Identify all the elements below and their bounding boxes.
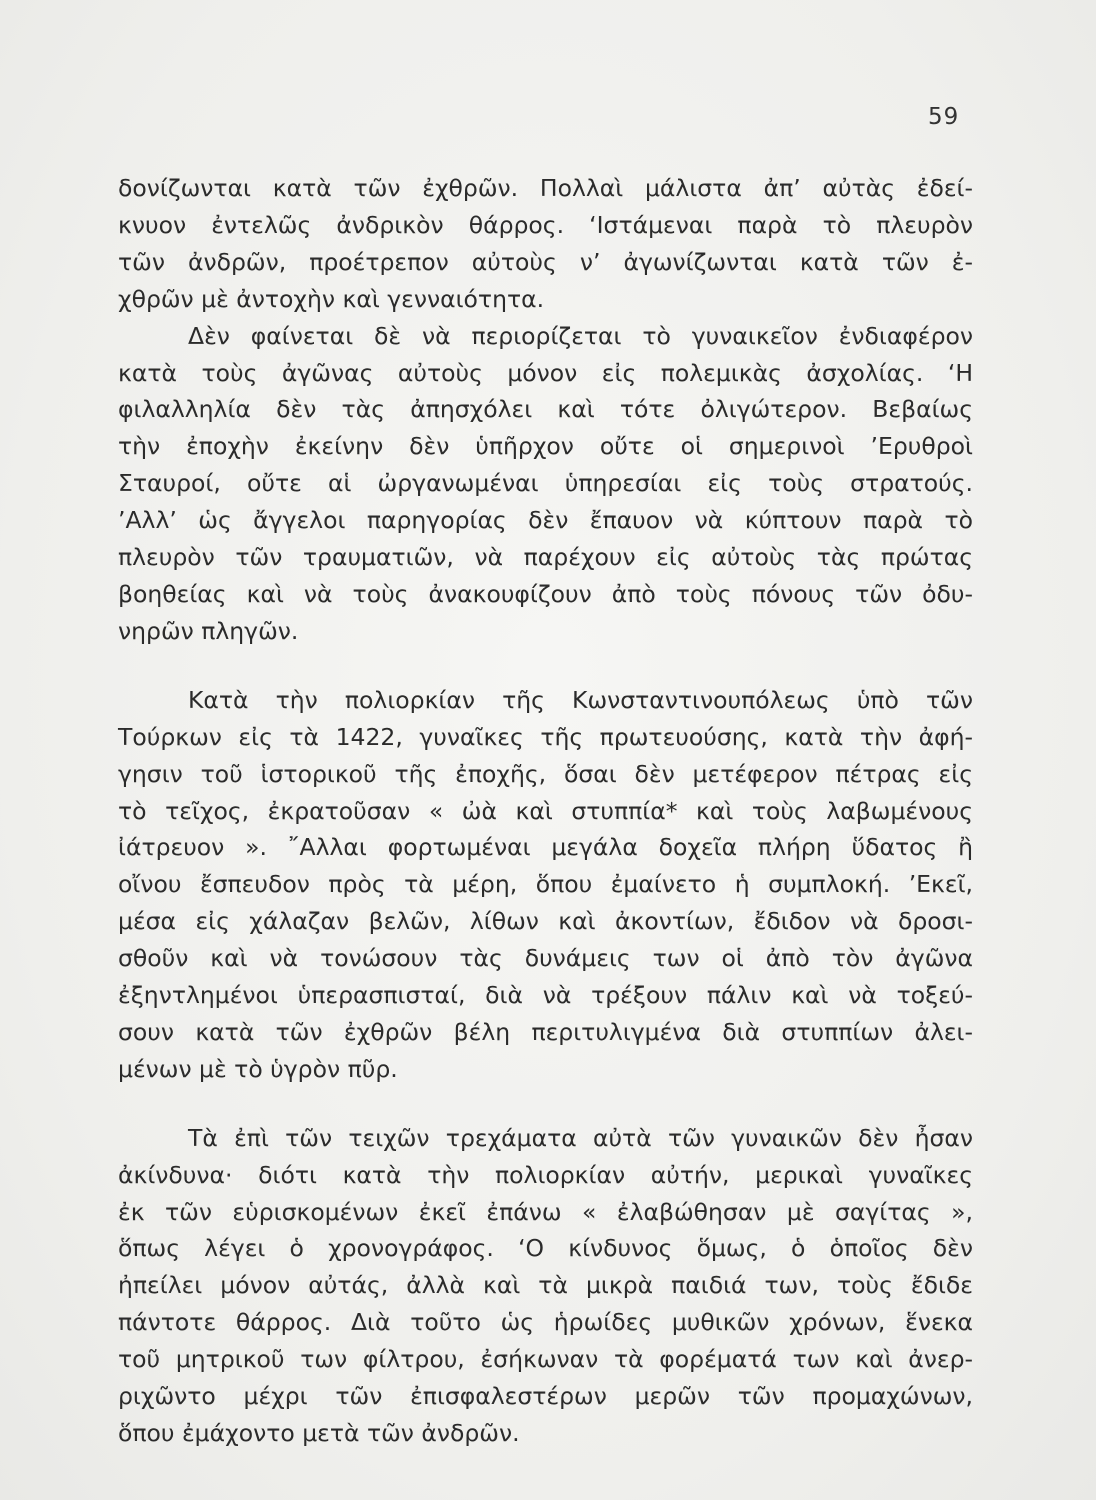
text-line: τὴν ἐποχὴν ἐκείνην δὲν ὑπῆρχον οὔτε οἱ σημερινοὶ ’Ερυθροὶ: [118, 432, 973, 461]
text-line: ἐξηντλημένοι ὑπερασπισταί, διὰ νὰ τρέξουν πάλιν καὶ νὰ τοξεύ-: [118, 981, 973, 1010]
text-line: ἠπείλει μόνον αὐτάς, ἀλλὰ καὶ τὰ μικρὰ παιδιά των, τοὺς ἔδιδε: [118, 1271, 973, 1300]
text-line: τὸ τεῖχος, ἐκρατοῦσαν « ὠὰ καὶ στυππία* καὶ τοὺς λαβωμένους: [118, 796, 973, 825]
text-line: σθοῦν καὶ νὰ τονώσουν τὰς δυνάμεις των οἱ ἀπὸ τὸν ἀγῶνα: [118, 944, 973, 973]
text-line: τοῦ μητρικοῦ των φίλτρου, ἐσήκωναν τὰ φορέματά των καὶ ἀνερ-: [118, 1345, 973, 1374]
text-line: ριχῶντο μέχρι τῶν ἐπισφαλεστέρων μερῶν τῶν προμαχώνων,: [118, 1382, 973, 1411]
text-line: σουν κατὰ τῶν ἐχθρῶν βέλη περιτυλιγμένα διὰ στυππίων ἀλει-: [118, 1017, 973, 1046]
text-line: οἴνου ἔσπευδον πρὸς τὰ μέρη, ὅπου ἐμαίνετο ἡ συμπλοκή. ’Εκεῖ,: [118, 870, 973, 899]
text-line: γησιν τοῦ ἱστορικοῦ τῆς ἐποχῆς, ὅσαι δὲν μετέφερον πέτρας εἰς: [118, 759, 973, 788]
text-line: μένων μὲ τὸ ὑγρὸν πῦρ.: [118, 1054, 398, 1083]
paragraph-3: [118, 682, 973, 1088]
text-line: ἐκ τῶν εὑρισκομένων ἐκεῖ ἐπάνω « ἐλαβώθησαν μὲ σαγίτας »,: [118, 1197, 973, 1226]
text-line: ὅπως λέγει ὁ χρονογράφος. ‘Ο κίνδυνος ὅμως, ὁ ὁποῖος δὲν: [118, 1234, 973, 1263]
text-line: ἰάτρευον ». ῎Αλλαι φορτωμέναι μεγάλα δοχεῖα πλήρη ὕδατος ἢ: [118, 833, 973, 862]
text-line: τῶν ἀνδρῶν, προέτρεπον αὐτοὺς ν’ ἀγωνίζωνται κατὰ τῶν ἐ-: [118, 247, 973, 276]
text-line: μέσα εἰς χάλαζαν βελῶν, λίθων καὶ ἀκοντίων, ἔδιδον νὰ δροσι-: [118, 907, 973, 936]
text-line: ἀκίνδυνα· διότι κατὰ τὴν πολιορκίαν αὐτήν, μερικαὶ γυναῖκες: [118, 1160, 973, 1189]
text-line: νηρῶν πληγῶν.: [118, 616, 299, 645]
paragraph-1: [118, 170, 973, 318]
text-line: δονίζωνται κατὰ τῶν ἐχθρῶν. Πολλαὶ μάλιστα ἀπ’ αὐτὰς ἐδεί-: [118, 174, 973, 202]
paragraph-2: [118, 318, 973, 650]
body-text: [118, 170, 973, 1452]
text-line: Δὲν φαίνεται δὲ νὰ περιορίζεται τὸ γυναικεῖον ἐνδιαφέρον: [188, 321, 973, 350]
text-line: βοηθείας καὶ νὰ τοὺς ἀνακουφίζουν ἀπὸ τοὺς πόνους τῶν ὀδυ-: [118, 579, 973, 608]
text-line: κνυον ἐντελῶς ἀνδρικὸν θάρρος. ‘Ιστάμεναι παρὰ τὸ πλευρὸν: [118, 210, 973, 239]
text-line: φιλαλληλία δὲν τὰς ἀπησχόλει καὶ τότε ὀλιγώτερον. Βεβαίως: [118, 395, 973, 424]
text-line: πάντοτε θάρρος. Διὰ τοῦτο ὡς ἡρωίδες μυθικῶν χρόνων, ἕνεκα: [118, 1308, 973, 1337]
text-line: πλευρὸν τῶν τραυματιῶν, νὰ παρέχουν εἰς αὐτοὺς τὰς πρώτας: [118, 543, 973, 572]
text-line: χθρῶν μὲ ἀντοχὴν καὶ γενναιότητα.: [118, 284, 545, 313]
text-line: ὅπου ἐμάχοντο μετὰ τῶν ἀνδρῶν.: [118, 1419, 520, 1447]
text-line: Τούρκων εἰς τὰ 1422, γυναῖκες τῆς πρωτευούσης, κατὰ τὴν ἀφή-: [118, 722, 973, 751]
text-line: Σταυροί, οὔτε αἱ ὠργανωμέναι ὑπηρεσίαι εἰς τοὺς στρατούς.: [118, 469, 973, 498]
paragraph-4: [118, 1120, 973, 1452]
text-line: Τὰ ἐπὶ τῶν τειχῶν τρεχάματα αὐτὰ τῶν γυναικῶν δὲν ἦσαν: [188, 1123, 973, 1152]
page-number: 59: [928, 104, 960, 130]
text-line: κατὰ τοὺς ἀγῶνας αὐτοὺς μόνον εἰς πολεμικὰς ἀσχολίας. ‘Η: [118, 358, 973, 387]
text-line: Κατὰ τὴν πολιορκίαν τῆς Κωνσταντινουπόλεως ὑπὸ τῶν: [188, 685, 973, 714]
text-line: ’Αλλ’ ὡς ἄγγελοι παρηγορίας δὲν ἔπαυον νὰ κύπτουν παρὰ τὸ: [118, 506, 973, 535]
